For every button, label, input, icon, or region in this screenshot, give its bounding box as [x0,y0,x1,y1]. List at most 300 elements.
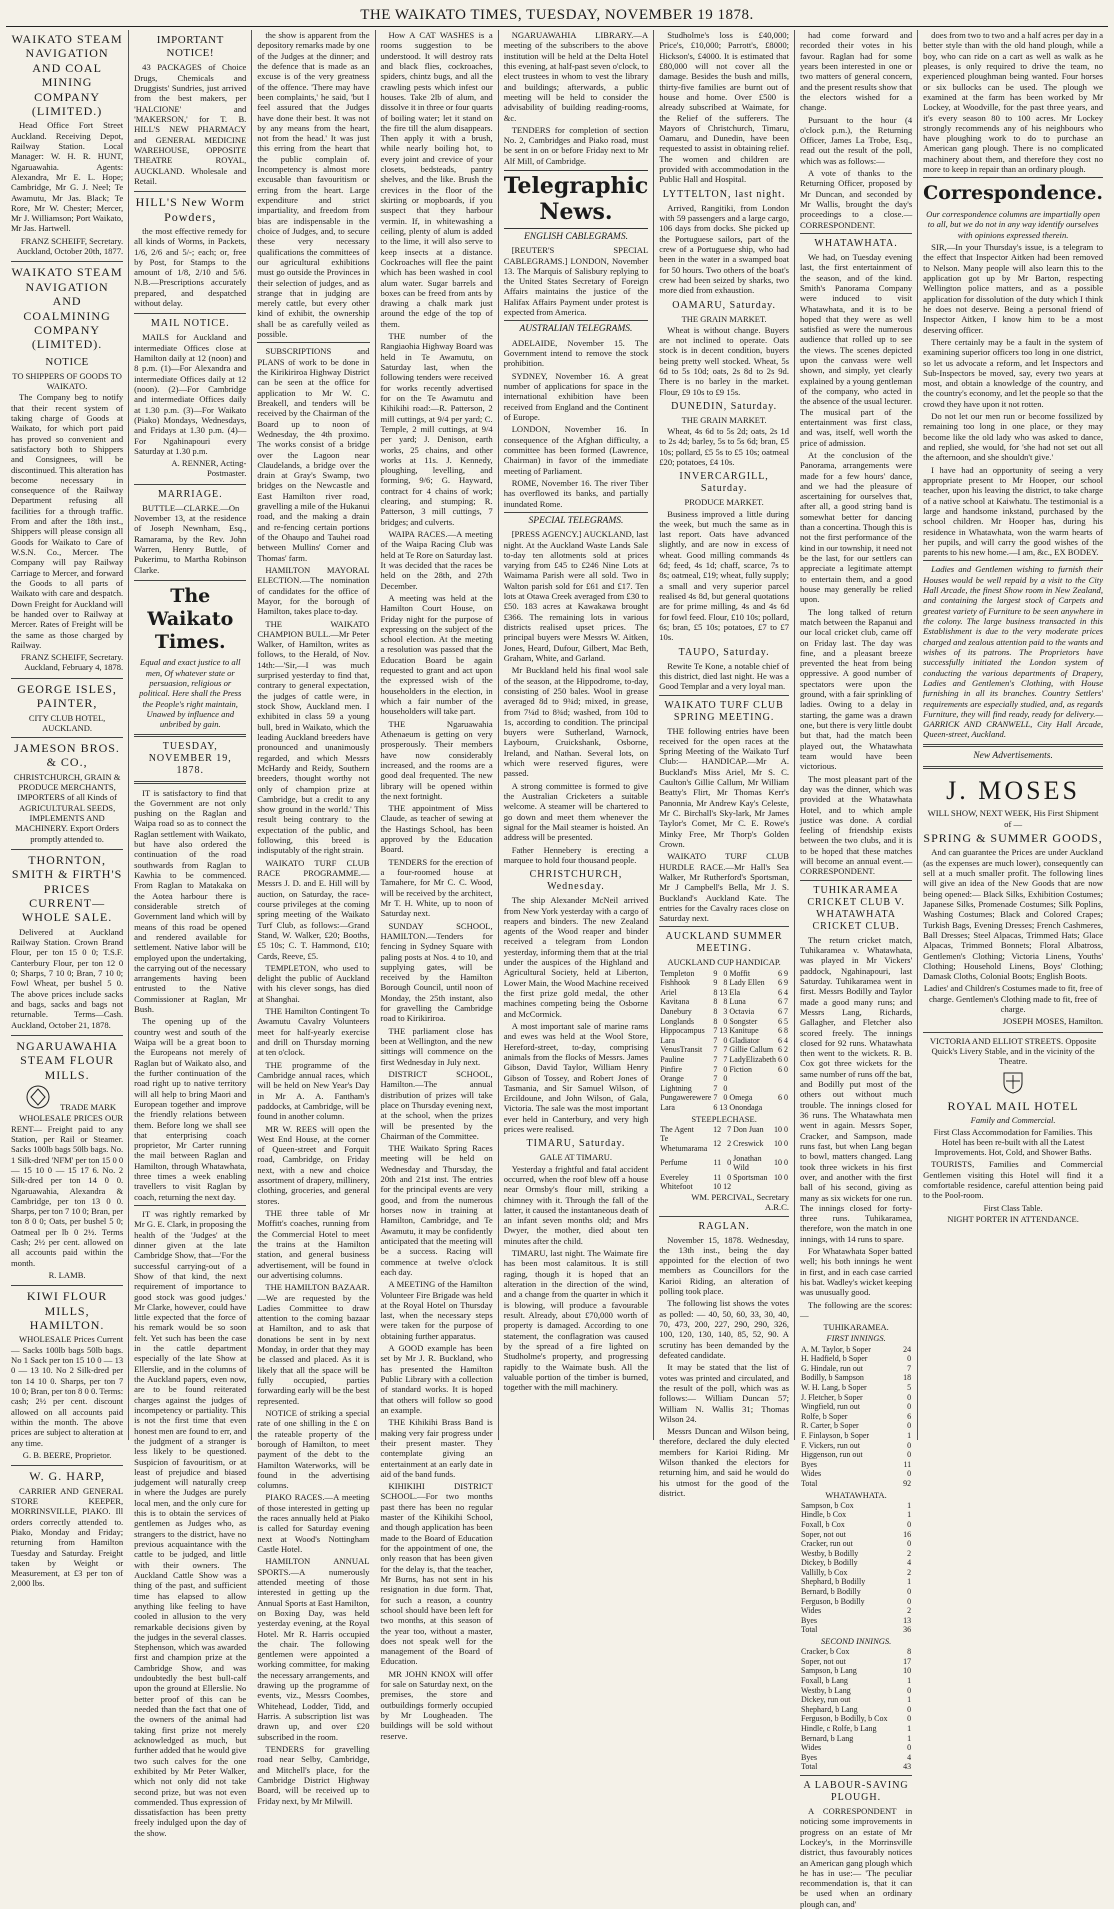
table-cell: 12 [713,1139,722,1149]
ad-body: CARRIER AND GENERAL STORE KEEPER, MORRINSVILLE, PIAKO. Ill orders correctly attended to. Piako, Monday and Friday; returning from Hamilton Tuesday and Saturday. Freight taken by Weight or Measurement, at £3 per ton of 2,000 lbs. [11,1485,124,1589]
table-cell: Hindle, b Cox [801,1510,847,1520]
table-cell: 5 [784,1016,788,1026]
ad-hills-pharmacy [134,34,246,192]
subheading: PRODUCE MARKET. [684,497,764,508]
table-cell: 3 [723,1007,728,1016]
table-cell: Hindle, c Rolfe, b Lang [801,1723,877,1733]
news-item: SUNDAY SCHOOL, HAMILTON.—Tenders for fencing in Sydney Square with paling posts at Nos. 4 to 10, and supplying gates, will be received by the Hamilton Borough Council, until noon of Monday, the 25th instant, also for gravelling the Cambridge road to Kirikiriroa. [380,920,493,1024]
handicap-row [659,978,789,988]
article-paragraph: Pursuant to the hour (4 o'clock p.m.), the Returning Officer, James La Trobe, Esq., read out the result of the poll, which was as follows:— [800,114,913,166]
table-cell: Wingfield, run out [801,1402,860,1412]
news-item: THE appointment of Miss Claude, as teacher of sewing at the Hastings School, has been approved by the Education Board. [380,803,493,855]
table-cell: Total [801,1478,818,1488]
table-cell: 8 [713,1007,718,1016]
section-heading: MAIL NOTICE. [150,318,230,330]
section-heading: SPECIAL TELEGRAMS. [528,515,624,526]
ad-subtitle: SPRING & SUMMER GOODS, [923,831,1103,845]
article-paragraph: The return cricket match, Tuhikaramea v. Whatawhata, was played in Mr Vickers' paddock, Ngahinapouri, last Saturday. Tuhikaramea went in first. Messrs Bodilly and Taylor made a good many runs; and Messrs Lang, Richards, Gallagher, and Fletcher also scored freely. The innings closed for 92 runs. Whatawhata then went to the wickets. R. B. Cox got three wickets for the same number of runs off the bat, and Bodilly put most of the others out without much trouble. The innings closed for 36 runs. The Whatawhata men went in again. Messrs Soper, Cracker, and Sampson, made runs fast, but when Lang began to bowl, matters changed. Lang took three wickets in his first over, and another with the first ball of his second, giving as many as six wickets for one run. The innings closed for forty-three runs. Tuhikaramea, therefore, won the match in one innings, with 14 runs to spare. [800,934,913,1244]
ad-footer: First Class Table. [983,1202,1043,1213]
letter-paragraph: I have had an opportunity of seeing a very appropriate present to Mr Hooper, our school teacher, upon his leaving the district, to take charge of a native school at Kaiwhatu. The testimonial is a large and handsome inkstand, purchased by the school children. Mr Hooper has, during his residence in Whatawhata, won the warm hearts of her pupils, and will carry the good wishes of the parents to his new home.—I am, &c., EX BODEY. [923,464,1104,558]
table-cell: 7 [723,1054,728,1064]
table-cell: 6 [778,987,782,997]
section-heading: MARRIAGE. [157,488,223,500]
divider [504,512,649,513]
table-cell: Shephard, b Bodilly [801,1577,866,1587]
score-row [800,1530,912,1540]
news-item: THE WAIKATO CHAMPION BULL.—Mr Peter Walker, of Hamilton, writes as follows, to the Herald, of Nov. 14th:—'Sir,—I was much surprised yesterday to find that, contrary to general expectation, the judges of cattle were, in stock Show, Auckland men. I exhibited in class 59 a young bull, bred in Waikato, which the leading Auckland breeders have pronounced and unanimously regarded, and which Messrs McHardy and Reidy, Southern breeders, thought worthy not only of champion prize at Cambridge, but a credit to any show ground in the world.' This result being contrary to the expectation of the public, and following, this breed is indisputably of the right strain. [257,618,370,856]
table-cell: Dickey, run out [801,1695,851,1705]
ad-wsn-company [11,32,123,262]
score-row [800,1616,912,1626]
table-cell: 0 [907,1450,912,1460]
article-paragraph: had come forward and recorded their votes in his favour. Raglan had for some years been interested in one or two matters of general concern, and the present results show that the electors wished for a change. [800,30,913,113]
telegram: Business improved a little during the week, but much the same as in last report. Oats have advanced slightly, and are now in excess of wheat. Good milling commands 4s 6d; feed, 4s 1d; chaff, scarce, 7s to 8s; oatmeal, £19; wheat, fully supply; a small and very superior parcel realised 4s 8d, but general quotations are for prime milling, 4s and 4s 6d for fowl feed. Flour, £10 10s; pollard, 6s; bran, £5 10s; potatoes, £7 to £7 10s. [659,508,789,643]
correspondence-heading: Correspondence. [923,182,1104,205]
article-paragraph: For Whatawhata Soper batted well; his both innings he went in first, and in each case carried his bat. Wadley's wicket keeping was unusually good. [800,1246,913,1298]
table-cell: Sampson, b Lang [801,1666,857,1676]
table-cell: 7 [713,1045,718,1055]
table-cell: Luna [729,997,746,1007]
table-cell: 0 [907,1743,912,1753]
news-item: HAMILTON ANNUAL SPORTS.—A numerously attended meeting of those interested in getting up the Annual Sports at East Hamilton, on Boxing Day, was held yesterday evening, at the Royal Hotel. Mr R. Harris occupied the chair. The following gentlemen were appointed a working committee, for making the necessary arrangements, and drawing up the programme of events, viz., Messrs Coombes, Whitehead, Lodder, Tidd, and Harris. A subscription list was drawn up, and over £20 subscribed in the room. [257,1556,370,1742]
table-cell: 4 [907,1752,912,1762]
divider [134,734,246,737]
section-heading: ENGLISH CABLEGRAMS. [523,231,628,242]
score-row [800,1724,912,1734]
table-cell: 1 [907,1723,912,1733]
table-cell: 0 [907,1587,912,1597]
newspaper-flag: The Waikato Times. [147,584,234,653]
news-item: SUBSCRIPTIONS and PLANS of work to be done in the Kirikiriroa Highway District can be seen at the office for application to Mr W. C. Breakell, and tenders will be received by the Chairman of the Board up to noon of Wednesday, the 4th proximo. The works consist of a bridge over the Lagoon near Claudelands, a bridge over the drain at Gray's Swamp, two bridges on the Newcastle and East Hamilton river road, gravelling a mile of the Hukanui road, and the making a drain and re-fencing certain portions of the Ohaupo and Tauhei road between Mullins' Corner and Thomas' farm. [257,346,370,563]
cup-handicap-table [659,969,789,1113]
ad-worm-powders [134,195,246,314]
table-cell: 1 [907,1733,912,1743]
table-cell: 9 [784,978,788,988]
column-1 [6,30,129,1589]
table-cell: Kanitupe [729,1026,759,1036]
divider [134,781,246,784]
ad-isles [11,682,123,738]
ad-title: WAIKATO STEAM NAVIGATION AND COAL MINING COMPANY (LIMITED.) [11,32,123,118]
divider [923,744,1103,747]
score-row [800,1743,912,1753]
table-cell [732,1182,773,1192]
article-paragraph: November 15, 1878. Wednesday, the 13th inst., being the day appointed for the election of two members as Councillors for the Karioi Riding, an alteration of polling took place. [659,1234,789,1297]
score-row [800,1501,912,1511]
column-3 [252,30,375,1806]
news-item: DISTRICT SCHOOL, Hamilton.—The annual distribution of prizes will take place on Thursday evening next, at the school, when the prizes will be presented by the Chairman of the Committee. [380,1068,493,1141]
table-cell: Cracker, run out [801,1539,853,1549]
table-cell: 43 [903,1762,912,1772]
dateline: TUESDAY, NOVEMBER 19, 1878. [148,740,232,776]
table-cell: 11 [903,1459,912,1469]
score-row [800,1549,912,1559]
editor-note: Our correspondence columns are impartially open to all, but we do not in any way identify ourselves with opinions expressed therein. [926,209,1101,240]
table-cell: 1 [907,1676,912,1685]
table-cell: 11 [713,1158,722,1168]
news-item: A GOOD example has been set by Mr J. R. Buckland, who has presented the Hamilton Public Library with a collection of standard works. It is hoped that others will follow so good an example. [380,1343,493,1415]
table-cell: 7 [713,1074,718,1084]
handicap-row [659,1017,789,1027]
table-cell: A. M. Taylor, b Soper [801,1344,871,1354]
ad-signature: FRANZ SCHEIFF, Secretary. Auckland, October 20th, 1877. [16,235,124,257]
table-cell: 6 [778,1007,782,1016]
table-cell: Fiction [729,1064,753,1074]
table-cell: 0 [723,1064,728,1074]
dateline-heading: TIMARU, Saturday. [526,1138,626,1150]
article-paragraph: It may be stated that the list of votes was printed and circulated, and the result of the poll, which was as follows:— William Duncan 57; William N. Wallis 31; Thomas Wilson 24. [659,1362,789,1424]
table-cell: 0 [723,1083,728,1093]
handicap-row [659,1134,789,1153]
table-cell: 0 [784,1172,788,1182]
table-cell: 0 [907,1440,912,1450]
table-cell: Te Whetumarama [660,1134,708,1153]
ad-signature: G. B. BEERE, Proprietor. [22,1449,112,1460]
table-cell: Pinfire [660,1064,683,1074]
table-cell: 7 [784,1007,788,1016]
table-cell [783,1074,789,1084]
ad-body: TOURISTS, Families and Commercial Gentlemen visiting this Hotel will find it a comfortable residence, careful attention being paid to the Pool-room. [923,1159,1104,1201]
ad-harp [11,1469,123,1589]
article-paragraph: A CORRESPONDENT in noticing some improvements in progress on an estate of Mr Lockey's, in the Morrinsville district, thus favourably notices an American gang plough which he has in use:— 'The peculiar recommendation is, that it can be used when an ordinary plough can, and' [800,1805,913,1909]
ad-body: CHRISTCHURCH, GRAIN & PRODUCE MERCHANTS, IMPORTERS of all Kinds of AGRICULTURAL SEEDS, IMPLEMENTS AND MACHINERY. Export Orders promptly attended to. [13,771,121,844]
table-cell: LadyElizabeth [729,1054,776,1064]
letter-paragraph: SIR,—In your Thursday's issue, is a telegram to the effect that Inspector Aitken had been removed to Nelson. Many people will also learn this to the application got up by Mr Barton, respecting Wellington police matters, and as a possible application for dissolution of the duty which I think he does not deserve. Being a personal friend of Inspector Aitken, I know him to be a most deserving officer. [923,242,1104,335]
table-cell: Jonathan Wild [733,1153,762,1173]
subheading: STEEPLECHASE. [691,1113,757,1124]
table-cell: Bernard, b Lang [801,1733,854,1743]
table-cell: Bodilly, b Sampson [801,1373,864,1383]
table-cell: Rolfe, b Soper [801,1411,848,1421]
table-cell: 7 [713,1093,718,1103]
table-cell: 0 [723,1074,728,1084]
ad-body: WHOLESALE PRICES OUR RENT— Freight paid to any Station, per Rail or Steamer. Sacks 100lb bags 50lb bags. No. 1 Silk-dred 'NFM' per ton 15 0 0 — 15 10 0 — 15 17 6. No. 2 Silk-dred per ton 14 0 0. Ngaruawahia, Alexandra & Cambridge, per ton 13 0 0. Sharps, per ton 7 10 0; Bran, per ton 8 0 0; Oats, per bushel 5 0; Oatmeal per lb 0 2½. Terms Cash; 2½ per cent. allowed on all accounts paid within the month. [11,1113,124,1268]
table-cell: 1 [907,1695,912,1705]
dateline-heading: TAUPO, Saturday. [678,646,770,658]
divider [659,926,789,927]
editorial-paragraph: IT was rightly remarked by Mr G. E. Clark, in proposing the health of the 'Judges' at the dinner given at the late Cambridge Show, that—'For the successful carrying-out of a Show of that kind, the next requirement of importance to good stock was good judges.' Mr Clarke, however, could have little expected that the force of his remark would be so soon felt. Yet such has been the case in the cattle department especially of the late Show at Ellerslie, and in the columns of the Auckland papers, even now, are to be found reiterated charges against the judges of incompetency or partiality. This is not the first time that even honest men are found to err, and the judgment of a stranger is less likely to be questioned. Suspicion of favouritism, or at least of prejudice and biased judgement will naturally creep in where the Judges are purely local men, and the only cure for this is to obtain the services of gentlemen as Judges who, as strangers to the district, have no previous acquaintance with the cattle to be judged, and little with their owners. The Auckland Cattle Show was a thing of the past, and sufficient time has elapsed to allow anything like feeling to have cooled in allusion to the very remarkable decisions given by the judges in the several classes. Stephenson, which was awarded first and champion prize at the Cambridge Show, and was undoubtedly the best bull-calf upon the ground at Ellerslie. No better proof of this can be needed than the fact that one of the owners of the animal had taking first prize not merely acknowledged as much, but further added that he would give two such calves for the one exhibited by Mr Peter Walker, which not only did not take second prize, but was not even commended. Thus expression of dissatisfaction has been pretty freely indulged upon the day of the show. [134,1209,247,1838]
table-cell: 0 [907,1402,912,1412]
table-cell: 16 [903,1529,912,1539]
ad-title: THORNTON, SMITH & FIRTH'S PRICES CURRENT—WHOLE SALE. [11,852,123,925]
score-row [800,1510,912,1520]
column-4 [376,30,499,1741]
notice-body: MAILS for Auckland and intermediate Offices close at Hamilton daily at 12 (noon) and 8 p.m. (1)—For Alexandra and intermediate Offices daily at 12 (noon). (2)—For Cambridge and intermediate Offices daily at 1.30 p.m. (3)—For Waikato (Piako) Mondays, Wednesdays, and Fridays at 1.30 p.m. (4)—For Ngahinapouri every Saturday at 1.30 p.m. [134,332,247,456]
ad-body: The Company beg to notify that their recent system of taking charge of Goods at Waikato, for which port paid has proved so convenient and satisfactory both to Shippers and Consignees, will be discontinued. This alteration has become necessary in consequence of the Railway Department refusing all facilities for a through traffic. From and after the 18th inst., Shippers will please consign all Goods for Waikato to Care of W.S.N. Co., Mercer. The Company will pay Railway Carriage to Mercer, and forward the Goods to all parts of Waikato with care and despatch. Down Freight for Auckland will be handed over to Railway at Mercer. Rates of Freight will be the same as those charged by Railway. [11,392,124,650]
table-cell: 8 [713,997,718,1007]
handicap-row [659,988,789,998]
signature: WM. PERCIVAL, Secretary A.R.C. [691,1191,789,1213]
table-cell: 6 [778,1035,782,1045]
table-cell: 1 [907,1577,912,1587]
score-row [800,1479,912,1489]
table-cell: Lara [660,1102,675,1112]
handicap-row [659,1074,789,1084]
newspaper-motto: Equal and exact justice to all men, Of whatever state or persuasion, religious or political. Here shall the Press the People's right maintain, Unawed by influence and unbribed by gain. [139,657,242,730]
table-cell: Bernard, b Bodilly [801,1587,861,1597]
ad-body: the most effective remedy for all kinds of Worms, in Packets, 1/6, 2/6 and 5/-; each; or, free by Post, for Stamps to the amount of 1/8, 2/10 and 5/6. N.B.—Prescriptions accurately prepared, and despatched without delay. [134,225,247,309]
trade-mark-label: TRADE MARK [60,1102,117,1113]
letter-paragraph: There certainly may be a fault in the system of examining superior officers too long in one district, so let us advocate a reform, and let Inspectors and Sub-Inspectors be moved, say, every two years at most, and obtain a knowledge of the country, and the country's economy, and let the people so that the crowd they have upon it not rotten. [923,336,1104,409]
editorial-paragraph: The opening up of the country west and south of the Waipa will be a great boon to the Europeans not merely of Raglan but of Waikato also, and the further continuation of the road right up to native territory will all help to bring Maori and European together and improve the friendly relations between them. Before long we shall see that enterprising coach proprietor, Mr Carter running the mail between Raglan and Hamilton, through Whatawhata, three times a week enabling travellers to visit Raglan by coach, returning the next day. [134,1016,247,1202]
steeplechase-table [659,1125,789,1192]
ad-body: 43 PACKAGES of Choice Drugs, Chemicals and Druggists' Sundries, just arrived from the best makers, per 'HALCIONE' and 'MAKERSON,' for T. B. HILL'S NEW PHARMACY and GENERAL MEDICINE WAREHOUSE, OPPOSITE THEATRE ROYAL, AUCKLAND. Wholesale and Retail. [134,62,247,186]
ad-body: And can guarantee the Prices are under Auckland (as the expenses are much lower), consequently can sell at a much smaller profit. The following lines will give an idea of the New Goods that are now being opened:— Black Silks, Exhibition Costumes; Japanese Silks, Promenade Costumes; Silk Poplins, Washing Costumes; Black and Colored Crapes; Turkish Bags, Evening Dresses; French Cashmeres, Ball Dresses; Steel Alpacas, Trimmed Hats; Glace Alpacas, Trimmed Bonnets; Floral Albatross, Gentlemen's Clothing; Victoria Linens, Youths' Clothing; Household Linens, Boys' Clothing; Damask Cloths, Colonial Boots; English Boots. [923,847,1104,982]
table-cell: 0 [907,1704,912,1714]
telegram: ADELAIDE, November 15. The Government intend to remove the stock prohibition. [503,337,649,369]
table-cell: 6 [907,1411,912,1421]
news-item: WAIPA RACES.—A meeting of the Waipa Racing Club was held at Te Rore on Saturday last. It was decided that the races be held on the 28th, and 27th December. [380,529,493,591]
divider [504,320,649,321]
score-row [800,1373,912,1383]
letter-paragraph: Do not let our men run or become fossilized by remaining too long in one place, or they may become like the old lady who was asked to dance, and replied, she would, for 'she had not set out all the afternoon, and she shouldn't give.' [923,411,1104,463]
news-item: TENDERS for gravelling road near Selby, Cambridge, and Mitchell's place, for the Cambridge District Highway Board, will be received up to Friday next, by Mr Milwill. [257,1743,370,1806]
column-5 [499,30,655,1440]
table-cell: Soper, not out [801,1656,846,1666]
table-cell: 2 [784,1045,788,1055]
telegram: ROME, November 16. The river Tiber has overflowed its banks, and partially inundated Rome. [503,477,649,509]
table-cell [728,1084,777,1094]
tuhikaramea-scores [800,1345,912,1489]
table-cell: 24 [903,1344,912,1354]
table-cell: 4 [784,987,788,997]
table-cell: 2 [727,1139,732,1149]
handicap-row [659,1055,789,1065]
news-item: A MEETING of the Hamilton Volunteer Fire Brigade was held at the Royal Hotel on Thursday last, when the necessary steps were taken for the purpose of obtaining further apparatus. [380,1279,493,1341]
handicap-row [659,1026,789,1036]
table-cell: Whitefoot [660,1182,693,1192]
table-cell: 4 [784,1035,788,1045]
table-cell: J. Fletcher, b Soper [801,1392,863,1402]
score-row [800,1558,912,1568]
table-cell: Gillie Callum [729,1045,774,1055]
divider [659,1216,789,1217]
score-row [800,1364,912,1374]
table-cell: 6 [778,1064,782,1074]
table-cell: Omega [729,1093,753,1103]
table-cell: 10 [773,1158,782,1168]
column-2 [129,30,252,1838]
masthead: THE WAIKATO TIMES, TUESDAY, NOVEMBER 19 1878. [6,4,1108,27]
handicap-row [659,1007,789,1017]
telegram: LONDON, November 16. In consequence of the Afghan difficulty, a committee has been formed (Lawrence, Chairman) in favor of the immediate meeting of Parliament. [503,424,649,476]
table-cell: 0 [723,1035,728,1045]
table-cell [783,1103,789,1113]
news-item: THE Hamilton Contingent To Awamutu Cavalry Volunteers meet for half-yearly exercise and drill on Thursday morning at ten o'clock. [257,1006,370,1058]
telegram: A most important sale of marine rams and ewes was held at the Wool Store, Hereford-street, to-day, comprising animals from the flocks of Messrs. James Gibson, David Taylor, William Henry Gibson of Tossey, and Robert Jones of Tasmania, and Sir Samuel Wilson, of Ercildoune, and John Wilson, of Gala, Victoria. The sale was the most important ever held in Canterbury, and very high prices were realised. [503,1020,649,1135]
team-heading: TUHIKARAMEA. [823,1322,889,1333]
news-item: HAMILTON MAYORAL ELECTION.—The nomination of candidates for the office of Mayor, for the borough of Hamilton, takes place to-day. [257,564,370,617]
table-cell: 0 [784,1093,788,1103]
score-row [800,1705,912,1715]
score-row [800,1412,912,1422]
ad-title: GEORGE ISLES, PAINTER, [17,681,117,711]
score-row [800,1657,912,1667]
news-item: THE Kihikihi Brass Band is making very fair progress under their present master. They contemplate giving an entertainment at an early date in aid of the band funds. [380,1417,493,1479]
news-item: MR W. REES will open the West End House, at the corner of Queen-street and Forquit road, Cambridge, on Friday next, with a new and choice assortment of drapery, millinery, clothing, groceries, and general stores. [257,1123,370,1206]
article-paragraph: the show is apparent from the depository remarks made by one of the Judges at the dinner; and the defence that is made as an excuse is of the very greatness of the offence. 'There may have been complaints,' he said, 'but I feel assured that the Judges have done their best. It was not by any means from the heart, not from the head.' It was just this erring from the heart that the public complain of. Incompetency is almost more excusable than favouritism or erring from the heart. Large expenditure and strict impartiality, and freedom from bias are indispensable in the choice of Judges, and, to secure these very necessary qualifications the committees of our agricultural exhibitions must go outside the Provinces in their selection of judges, and as strange that in judging are merely cattle, but every other kind of exhibit, the ownership shall be as carefully veiled as possible. [257,30,370,340]
telegram: Studholme's loss is £40,000; Price's, £10,000; Parrott's, £8000; Hickson's, £4000. It is estimated that £80,000 will not cover all the damage. Besides the bush and mills, thirty-five families are burnt out of house and home. Over £500 is already subscribed at Waimate, for the Relief of the sufferers. The Mayors of Christchurch, Timaru, Oamaru, and Dunedin, have been requested to assist in obtaining relief. The women and children are provided with accommodation in the Public Hall and Hospital. [659,30,789,185]
table-cell: W. H. Lang, b Soper [801,1383,867,1392]
table-cell: 12 [713,1124,722,1134]
table-cell: 2 [907,1606,912,1616]
table-cell: Byes [801,1752,817,1762]
subheading: THE GRAIN MARKET. [681,414,767,425]
ad-footer: NIGHT PORTER IN ATTENDANCE. [947,1213,1079,1224]
table-cell: 10 [773,1139,782,1149]
table-cell: Shephard, b Lang [801,1704,858,1714]
table-cell: 0 [907,1596,912,1606]
article-paragraph: The long talked of return match between the Rapanui and our local cricket club, came off on Friday last. The day was fine, and a pleasant breeze prevented the heat from being oppressive. A good number of spectators were upon the ground, with a fair sprinkling of ladies. Owing to a delay in starting, the game was a drawn one, but there is very little doubt but that, had the match been played out, the Whatawhata team would have been victorious. [800,606,913,772]
table-cell: 6 [778,1045,782,1055]
table-cell: 8 [907,1647,912,1657]
table-cell: 0 [727,1158,732,1168]
table-cell: 92 [903,1478,912,1488]
new-advertisements-heading: New Advertisements. [973,750,1053,761]
ad-title: NGARUAWAHIA STEAM FLOUR MILLS. [16,1038,118,1082]
article-paragraph: THE following entries have been received for the open races at the Spring Meeting of the Waikato Turf Club:— HANDICAP.—Mr A. Buckland's Miss Ariel, Mr S. C. Caulton's Gillie Callum, Mr William Beatty's Flirt, Mr Thomas Kerr's Panonnia, Mr Andrew Kay's Celeste, Mr C. Birchall's Sky-lark, Mr James Taylor's Comet, Mr C. E. Rowe's Minky Free, Mr Thorp's Golden Crown. [659,725,789,849]
table-cell: 6 [778,978,782,988]
subheading: AUCKLAND CUP HANDICAP. [667,957,781,968]
table-cell: 6 [713,1102,718,1112]
ad-ngaruawahia-mills [11,1039,123,1286]
article-paragraph: WAIKATO TURF CLUB HURDLE RACE.—Mr Hall's Sea Walker, Mr Rutherford's Sportsman, Mr J Campbell's Bella, Mr J. S. Buckland's Auckland Kate. The entries for the Cavalry races close on Saturday next. [659,851,789,924]
table-cell [773,1182,783,1192]
telegram: Mr Buckland held his final wool sale of the season, at the Hippodrome, to-day, consisting of 250 bales. Wool in grease averaged 8d to 9¾d; mixed, in grease, from 7¼d to 8¾d; washed, from 10d to 1s, according to condition. The principal buyers were Sutherland, Warnock, Laybourn, Cruickshank, Osborne, Ireland, and Nathan. Several lots, on which were reserved figures, were passed. [503,665,649,779]
table-cell: 7 [727,1124,732,1134]
table-cell: 0 [784,1158,788,1168]
table-cell: 8 [713,987,718,997]
table-cell: 9 [713,978,718,988]
royal-arms-icon [994,1069,1032,1095]
table-cell: 0 [907,1519,912,1529]
ad-moses [923,775,1103,1033]
ad-subheading: TO SHIPPERS OF GOODS TO WAIKATO. [12,370,122,392]
table-cell: 8 [784,1026,788,1036]
news-item: A meeting was held at the Hamilton Court House, on Friday night for the purpose of expressing on the subject of the school election. At the meeting a resolution was passed that the Education Board be again requested to grant and act upon the expressed wish of the householders in the election, in which a fair number of the householders will take part. [380,592,493,717]
score-row [800,1469,912,1479]
handicap-row [659,1045,789,1055]
table-cell: 0 [907,1421,912,1431]
score-row [800,1441,912,1451]
table-cell: Lightning [660,1083,692,1093]
telegram: Father Hennebery is erecting a marquee to hold four thousand people. [503,844,649,865]
table-cell: Ariel [660,987,677,997]
divider [800,1775,912,1776]
table-cell: 6 [778,1093,782,1103]
handicap-row [659,1182,789,1192]
divider [134,1205,246,1206]
score-row [800,1597,912,1607]
news-item: MR JOHN KNOX will offer for sale on Saturday next, on the premises, the store and outbuildings formerly occupied by Mr Lougheaden. The buildings will be sold without reserve. [380,1668,493,1741]
telegram: Yesterday a frightful and fatal accident occurred, when the roof blew off a house near Ormsby's flour mill, striking a chimney with it. Through the fall of the latter, it caused the instantaneous death of an infant seven months old; and Mrs Dwyer, the mother, died about ten minutes after the child. [503,1163,649,1246]
dateline-heading: DUNEDIN, Saturday. [671,400,778,412]
score-row [800,1393,912,1403]
score-row [800,1734,912,1744]
ad-heading: NOTICE [45,355,89,368]
ad-title: JAMESON BROS. & CO., [14,740,120,770]
news-item: NOTICE of striking a special rate of one shilling in the £ on the rateable property of the borough of Hamilton, to meet payment of the debt to the Hamilton Waterworks, will be found in the advertising columns. [257,1407,370,1491]
divider [659,695,789,696]
score-row [800,1520,912,1530]
divider [800,880,912,881]
table-cell: Perfume [660,1158,688,1168]
divider [257,342,369,343]
innings-heading: FIRST INNINGS. [826,1333,886,1344]
article-paragraph: We had, on Tuesday evening last, the first entertainment of the season, and of the kind. Smith's Panorama Company were induced to visit Whatawhata, and it is to be hoped that they were as well satisfied as were the numerous audience that rolled up to see the views. The scenes depicted upon the canvass were well shown, and simply, yet clearly explained by a young gentleman of the company, who acted in the absence of the usual lecturer. The musical part of the entertainment was first class, and was, itself, well worth the price of admission. [800,251,913,448]
score-row [800,1577,912,1587]
table-cell: 8 [713,1016,718,1026]
divider [923,766,1103,769]
score-row [800,1753,912,1763]
ad-title: IMPORTANT NOTICE! [156,34,224,60]
dateline-heading: LYTTELTON, last night. [662,188,786,200]
table-cell: 10 [713,1182,722,1192]
ad-body: Delivered at Auckland Railway Station. Crown Brand Flour, per ton 15 0 0; T.S.F. Canterbury Flour, per ton 12 0 0; Sharps, 7 10 0; Bran, 7 10 0; Fowl Wheat, per bushel 5 0. The above prices include sacks and bags, sacks and bags not returnable. Terms—Cash. Auckland, October 21, 1878. [11,926,124,1030]
section-heading: A LABOUR-SAVING PLOUGH. [803,1779,909,1803]
table-cell: Evereley [660,1172,689,1182]
score-row [800,1345,912,1355]
article-paragraph: Messrs Duncan and Wilson being, therefore, declared the duly elected members for Karioi Riding. Mr Wilson thanked the electors for returning him, and said he would do his utmost for the good of the district. [659,1426,789,1498]
table-cell: 7 [713,1054,718,1064]
telegram: Rewite Te Kone, a notable chief of this district, died last night. He was a Good Templar and a very loyal man. [659,660,789,692]
table-cell: Wides [801,1743,822,1753]
score-row [800,1762,912,1772]
ad-kiwi-mills [11,1289,123,1466]
table-cell: 2 [907,1548,912,1558]
article-paragraph: does from two to two and a half acres per day in a better style than with the old hand plough, while a boy, who can ride on a cart as well as walk as he pleases, is only required to drive the team, no experienced ploughman being wanted. Four horses or six bullocks can be used. The plough we examined at the farm has been worked by Mr Lockey, at Woodville, for the past three years, and it's every season 80 to 100 acres. Mr Lockey strongly recommends any of his neighbours who have ploughing work to do to purchase an American gang plough. There is no complicated machinery about them, and therefore they cost no more to keep in repair than an ordinary plough. [923,30,1104,175]
table-cell: 7 [907,1363,912,1373]
table-cell: Longlands [660,1016,695,1026]
table-cell: 8 [723,978,728,988]
ad-signature: JOSEPH MOSES, Hamilton. [1002,1016,1104,1027]
table-cell: Kavitana [660,997,690,1007]
handicap-row [659,997,789,1007]
table-cell: 6 [778,1026,782,1036]
table-cell: 6 [778,1054,782,1064]
section-heading: RAGLAN. [698,1220,750,1232]
telegram: [REUTER'S SPECIAL CABLEGRAMS.] LONDON, November 13. The Marquis of Salisbury replying to the United States Secretary of Foreign Affairs maintains the justice of the Halifax Affairs Payment under protest is expected from America. [503,245,649,318]
table-cell: Foxall, b Lang [801,1676,848,1685]
editorial-paragraph: IT is satisfactory to find that the Government are not only pushing on the Raglan and Waipa road so as to connect the Raglan settlement with Waikato, but have also ordered the continuation of the road southwards from Raglan to Kawhia to be commenced. From Raglan to Matakaka on the Aotea harbour there is considerable stretch of Government land which will by means of this road be opened and rendered available for settlement. Native labor will be employed upon the undertaking, the carrying out of the necessary arrangements having been entrusted to the Native Commissioner at Raglan, Mr Bush. [134,787,247,1015]
score-row [800,1383,912,1393]
table-cell: Creswick [733,1139,764,1149]
table-cell: Byes [801,1615,817,1625]
table-cell: Soper, not out [801,1529,846,1539]
article-paragraph: At the conclusion of the Panorama, arrangements were made for a few hours' dance, and we had the pleasure of ascertaining for ourselves that, after all, a good string band is somewhat better for dancing than a concertina. Though this is not the first performance of the kind in our township, it need not be the last, for our settlers can appreciate a legitimate attempt to entertain them, and a good house may generally be relied upon. [800,449,913,605]
table-cell: VenusTransit [660,1045,703,1055]
columns [6,30,1108,1909]
score-row [800,1647,912,1657]
table-cell: 0 [907,1469,912,1479]
news-item: How A CAT WASHES is a rooms suggestion to be understood. It will destroy rats and black flies, cockroaches, spiders, chintz bugs, and all the crawling pests which infest our houses. Take 2lb of alum, and dissolve it in three or four quarts of boiling water; let it stand on the fire till the alum disappears. Then apply it with a brush, while nearly boiling hot, to every joint and crevice of your closets, bedsteads, pantry shelves, and the like. Brush the crevices in the floor of the skirting or mopboards, if you suspect that they harbour vermin. If, in whitewashing a ceiling, plenty of alum is added to the lime, it will also serve to keep insects at a distance. Cockroaches will flee the paint which has been washed in cool alum water. Sugar barrels and boxes can be freed from ants by drawing a chalk mark just around the edge of the top of them. [380,30,493,329]
table-cell: Ferguson, b Bodilly, b Cox [801,1714,888,1724]
table-cell: 1 [907,1500,912,1510]
table-cell: 10 [773,1124,782,1134]
table-cell: Fishhook [660,978,691,988]
table-cell: 5 [907,1383,912,1392]
royal-arms-emblem [923,1069,1103,1097]
ad-body: Head Office Fort Street Auckland. Receiving Depot, Railway Station. Local Manager: W. H. R. HUNT, Ngaruawahia. Agents: Alexandra, Mr E. L. Hope; Cambridge, Mr G. J. Neel; Te Awamutu, Mr Jas. Black; Te Rore, Mr W. Chester; Mercer, Mr J. Williamson; Port Waikato, Mr Jas. Hartwell. [11,120,124,234]
table-cell: Dickey, b Bodilly [801,1558,858,1568]
table-cell: 7 [784,997,788,1007]
news-item: THE Waikato Spring Races meeting will be held on Wednesday and Thursday, the 20th and 21st inst. The entries for the principal events are very good, and from the numerous horses now in training at Hamilton, Cambridge, and Te Awamutu, it may be confidently anticipated that the meeting will be a success. Racing will commence at twelve o'clock each day. [380,1143,493,1277]
ad-title: W. G. HARP, [29,1469,105,1484]
telegraphic-news-heading: Telegraphic News. [504,170,649,229]
table-cell [783,1182,789,1192]
telegram: The ship Alexander McNeil arrived from New York yesterday with a cargo of reapers and binders. The new Zealand agents of the Wood reaper and binder received a telegram from London yesterday, informing them that at the trial under the auspices of the Highland and Agricultural Society, held at Liberton, Lower Main, the Wood Machine received the first prize gold medal, the other machines competing being the Osborne and McCormick. [503,895,649,1019]
table-cell: Cracker, b Cox [801,1647,850,1657]
